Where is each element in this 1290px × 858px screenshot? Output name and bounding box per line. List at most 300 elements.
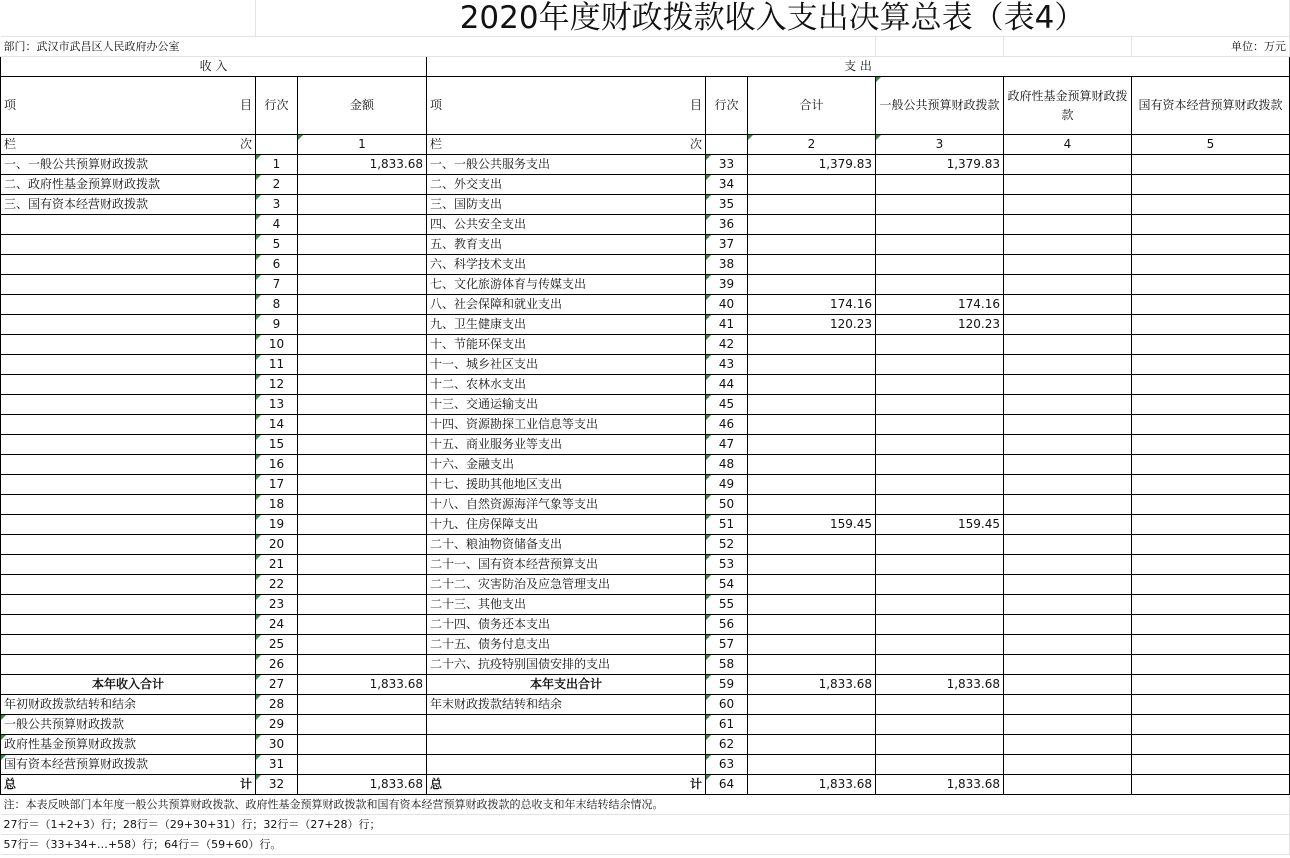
expense-item[interactable]: 二十五、债务付息支出 xyxy=(427,635,706,655)
expense-row-number[interactable]: 49 xyxy=(706,475,748,495)
income-row-number[interactable]: 22 xyxy=(256,575,298,595)
expense-item[interactable]: 十九、住房保障支出 xyxy=(427,515,706,535)
expense-state-capital[interactable] xyxy=(1132,575,1290,595)
expense-grand-total-label[interactable] xyxy=(427,775,706,795)
expense-gov-fund[interactable] xyxy=(1004,335,1132,355)
expense-general-budget[interactable] xyxy=(876,655,1004,675)
expense-total[interactable] xyxy=(748,335,876,355)
expense-item[interactable]: 四、公共安全支出 xyxy=(427,215,706,235)
expense-total[interactable] xyxy=(748,395,876,415)
expense-general-budget[interactable] xyxy=(876,195,1004,215)
expense-row-number[interactable]: 42 xyxy=(706,335,748,355)
expense-row-number[interactable]: 63 xyxy=(706,755,748,775)
expense-gov-fund[interactable] xyxy=(1004,415,1132,435)
expense-item[interactable] xyxy=(427,715,706,735)
income-amount[interactable] xyxy=(298,235,427,255)
expense-item[interactable]: 九、卫生健康支出 xyxy=(427,315,706,335)
expense-general-budget[interactable] xyxy=(876,415,1004,435)
expense-total[interactable] xyxy=(748,235,876,255)
income-item[interactable] xyxy=(1,295,256,315)
expense-gov-fund[interactable] xyxy=(1004,455,1132,475)
income-amount[interactable] xyxy=(298,275,427,295)
expense-gov-fund[interactable] xyxy=(1004,155,1132,175)
expense-state-capital[interactable] xyxy=(1132,155,1290,175)
expense-gov-fund[interactable] xyxy=(1004,435,1132,455)
expense-state-capital[interactable] xyxy=(1132,395,1290,415)
expense-general-budget[interactable] xyxy=(876,435,1004,455)
expense-gov-fund[interactable] xyxy=(1004,315,1132,335)
expense-row-number[interactable]: 34 xyxy=(706,175,748,195)
expense-row-number[interactable]: 39 xyxy=(706,275,748,295)
expense-general-budget[interactable] xyxy=(876,235,1004,255)
income-item[interactable] xyxy=(1,495,256,515)
expense-gov-fund[interactable] xyxy=(1004,195,1132,215)
expense-row-number[interactable]: 64 xyxy=(706,775,748,795)
column-number-4: 4 xyxy=(1004,135,1132,155)
expense-item[interactable]: 二十一、国有资本经营预算支出 xyxy=(427,555,706,575)
income-amount[interactable] xyxy=(298,495,427,515)
expense-state-capital[interactable] xyxy=(1132,715,1290,735)
expense-gov-fund[interactable] xyxy=(1004,295,1132,315)
expense-general-budget[interactable] xyxy=(876,635,1004,655)
income-amount[interactable] xyxy=(298,395,427,415)
expense-general-budget[interactable] xyxy=(876,575,1004,595)
expense-row-number[interactable]: 44 xyxy=(706,375,748,395)
expense-general-budget[interactable] xyxy=(876,375,1004,395)
expense-total[interactable] xyxy=(748,195,876,215)
expense-state-capital[interactable] xyxy=(1132,275,1290,295)
expense-general-budget[interactable]: 1,833.68 xyxy=(876,675,1004,695)
income-row-number[interactable]: 32 xyxy=(256,775,298,795)
income-item[interactable]: 一、一般公共预算财政拨款 xyxy=(1,155,256,175)
expense-gov-fund[interactable] xyxy=(1004,555,1132,575)
expense-item[interactable]: 六、科学技术支出 xyxy=(427,255,706,275)
income-amount[interactable] xyxy=(298,755,427,775)
income-item[interactable]: 一般公共预算财政拨款 xyxy=(1,715,256,735)
expense-row-number[interactable]: 38 xyxy=(706,255,748,275)
expense-row-number[interactable]: 46 xyxy=(706,415,748,435)
expense-state-capital[interactable] xyxy=(1132,495,1290,515)
expense-row-number[interactable]: 55 xyxy=(706,595,748,615)
expense-gov-fund[interactable] xyxy=(1004,495,1132,515)
income-item[interactable] xyxy=(1,255,256,275)
expense-total[interactable]: 1,833.68 xyxy=(748,675,876,695)
income-amount[interactable]: 1,833.68 xyxy=(298,675,427,695)
expense-row-number[interactable]: 54 xyxy=(706,575,748,595)
income-row-number[interactable]: 18 xyxy=(256,495,298,515)
expense-state-capital[interactable] xyxy=(1132,735,1290,755)
expense-state-capital[interactable] xyxy=(1132,455,1290,475)
income-row-number[interactable]: 10 xyxy=(256,335,298,355)
expense-general-budget[interactable] xyxy=(876,395,1004,415)
income-amount[interactable] xyxy=(298,255,427,275)
expense-state-capital[interactable] xyxy=(1132,595,1290,615)
income-row-number[interactable]: 13 xyxy=(256,395,298,415)
income-amount[interactable] xyxy=(298,595,427,615)
expense-general-budget[interactable] xyxy=(876,595,1004,615)
income-item[interactable] xyxy=(1,615,256,635)
expense-item[interactable]: 二十二、灾害防治及应急管理支出 xyxy=(427,575,706,595)
income-item[interactable] xyxy=(1,395,256,415)
expense-row-number[interactable]: 33 xyxy=(706,155,748,175)
expense-item[interactable]: 七、文化旅游体育与传媒支出 xyxy=(427,275,706,295)
income-row-number[interactable]: 7 xyxy=(256,275,298,295)
expense-item[interactable]: 十五、商业服务业等支出 xyxy=(427,435,706,455)
expense-total[interactable] xyxy=(748,275,876,295)
expense-total[interactable] xyxy=(748,495,876,515)
income-amount[interactable] xyxy=(298,415,427,435)
expense-general-budget[interactable] xyxy=(876,735,1004,755)
expense-state-capital[interactable] xyxy=(1132,535,1290,555)
expense-gov-fund[interactable] xyxy=(1004,475,1132,495)
expense-row-number[interactable]: 40 xyxy=(706,295,748,315)
expense-general-budget[interactable] xyxy=(876,495,1004,515)
income-row-number[interactable]: 14 xyxy=(256,415,298,435)
table-row xyxy=(1,495,1290,515)
expense-general-budget[interactable] xyxy=(876,255,1004,275)
expense-gov-fund[interactable] xyxy=(1004,715,1132,735)
expense-row-number[interactable]: 47 xyxy=(706,435,748,455)
note-row xyxy=(1,835,1290,855)
expense-item[interactable]: 二、外交支出 xyxy=(427,175,706,195)
expense-general-budget[interactable] xyxy=(876,615,1004,635)
expense-gov-fund[interactable] xyxy=(1004,695,1132,715)
expense-row-number[interactable]: 36 xyxy=(706,215,748,235)
expense-total[interactable] xyxy=(748,175,876,195)
expense-item[interactable]: 十六、金融支出 xyxy=(427,455,706,475)
expense-state-capital[interactable] xyxy=(1132,695,1290,715)
income-amount[interactable] xyxy=(298,315,427,335)
expense-state-capital[interactable] xyxy=(1132,295,1290,315)
expense-row-number[interactable]: 56 xyxy=(706,615,748,635)
income-item[interactable] xyxy=(1,635,256,655)
expense-state-capital[interactable] xyxy=(1132,335,1290,355)
expense-state-capital[interactable] xyxy=(1132,255,1290,275)
income-row-number[interactable]: 12 xyxy=(256,375,298,395)
expense-total[interactable] xyxy=(748,535,876,555)
expense-total[interactable]: 1,379.83 xyxy=(748,155,876,175)
expense-total[interactable]: 174.16 xyxy=(748,295,876,315)
income-row-number[interactable]: 20 xyxy=(256,535,298,555)
expense-item[interactable]: 五、教育支出 xyxy=(427,235,706,255)
expense-row-number[interactable]: 59 xyxy=(706,675,748,695)
expense-row-number[interactable]: 60 xyxy=(706,695,748,715)
expense-total[interactable] xyxy=(748,255,876,275)
income-amount[interactable] xyxy=(298,435,427,455)
expense-total[interactable] xyxy=(748,635,876,655)
expense-row-number[interactable]: 48 xyxy=(706,455,748,475)
expense-gov-fund[interactable] xyxy=(1004,535,1132,555)
expense-gov-fund[interactable] xyxy=(1004,275,1132,295)
income-amount[interactable]: 1,833.68 xyxy=(298,155,427,175)
expense-item[interactable]: 八、社会保障和就业支出 xyxy=(427,295,706,315)
expense-gov-fund[interactable] xyxy=(1004,635,1132,655)
income-amount[interactable] xyxy=(298,455,427,475)
expense-row-number[interactable]: 53 xyxy=(706,555,748,575)
expense-gov-fund[interactable] xyxy=(1004,395,1132,415)
income-row-number[interactable]: 3 xyxy=(256,195,298,215)
expense-state-capital[interactable] xyxy=(1132,755,1290,775)
expense-total[interactable] xyxy=(748,575,876,595)
expense-total[interactable] xyxy=(748,375,876,395)
income-row-number[interactable]: 16 xyxy=(256,455,298,475)
expense-total[interactable] xyxy=(748,735,876,755)
expense-general-budget[interactable] xyxy=(876,755,1004,775)
expense-general-budget[interactable] xyxy=(876,715,1004,735)
income-row-number[interactable]: 31 xyxy=(256,755,298,775)
expense-general-budget[interactable]: 174.16 xyxy=(876,295,1004,315)
expense-general-budget[interactable] xyxy=(876,475,1004,495)
table-row xyxy=(1,215,1290,235)
income-amount[interactable] xyxy=(298,655,427,675)
expense-item[interactable]: 十七、援助其他地区支出 xyxy=(427,475,706,495)
income-row-number[interactable]: 15 xyxy=(256,435,298,455)
income-row-number[interactable]: 9 xyxy=(256,315,298,335)
expense-general-budget[interactable] xyxy=(876,555,1004,575)
income-amount[interactable] xyxy=(298,535,427,555)
expense-item[interactable]: 年末财政拨款结转和结余 xyxy=(427,695,706,715)
income-item[interactable] xyxy=(1,435,256,455)
expense-item[interactable] xyxy=(427,735,706,755)
income-amount[interactable] xyxy=(298,335,427,355)
expense-gov-fund[interactable] xyxy=(1004,215,1132,235)
income-amount[interactable] xyxy=(298,715,427,735)
expense-item[interactable]: 一、一般公共服务支出 xyxy=(427,155,706,175)
expense-row-number[interactable]: 35 xyxy=(706,195,748,215)
expense-row-number[interactable]: 45 xyxy=(706,395,748,415)
income-item[interactable] xyxy=(1,555,256,575)
income-item[interactable]: 二、政府性基金预算财政拨款 xyxy=(1,175,256,195)
expense-item[interactable]: 十四、资源勘探工业信息等支出 xyxy=(427,415,706,435)
income-row-number[interactable]: 5 xyxy=(256,235,298,255)
expense-state-capital[interactable] xyxy=(1132,615,1290,635)
expense-gov-fund[interactable] xyxy=(1004,735,1132,755)
expense-item[interactable]: 三、国防支出 xyxy=(427,195,706,215)
expense-state-capital[interactable] xyxy=(1132,315,1290,335)
income-item[interactable] xyxy=(1,355,256,375)
income-row-number[interactable]: 24 xyxy=(256,615,298,635)
income-row-number[interactable]: 8 xyxy=(256,295,298,315)
income-item[interactable] xyxy=(1,235,256,255)
expense-total[interactable]: 120.23 xyxy=(748,315,876,335)
income-item[interactable] xyxy=(1,595,256,615)
income-row-number[interactable]: 1 xyxy=(256,155,298,175)
income-item[interactable] xyxy=(1,575,256,595)
expense-item[interactable]: 二十、粮油物资储备支出 xyxy=(427,535,706,555)
expense-gov-fund[interactable] xyxy=(1004,235,1132,255)
expense-general-budget[interactable] xyxy=(876,275,1004,295)
expense-state-capital[interactable] xyxy=(1132,775,1290,795)
income-amount[interactable]: 1,833.68 xyxy=(298,775,427,795)
expense-state-capital[interactable] xyxy=(1132,655,1290,675)
expense-gov-fund[interactable] xyxy=(1004,675,1132,695)
expense-total[interactable] xyxy=(748,455,876,475)
general-budget-header: 一般公共预算财政拨款 xyxy=(876,77,1004,135)
expense-row-number[interactable]: 37 xyxy=(706,235,748,255)
income-header: 收 入 xyxy=(1,57,427,77)
income-row-number[interactable]: 29 xyxy=(256,715,298,735)
income-row-number[interactable]: 23 xyxy=(256,595,298,615)
expense-general-budget[interactable] xyxy=(876,455,1004,475)
expense-state-capital[interactable] xyxy=(1132,175,1290,195)
expense-state-capital[interactable] xyxy=(1132,355,1290,375)
expense-gov-fund[interactable] xyxy=(1004,575,1132,595)
expense-total[interactable] xyxy=(748,715,876,735)
income-row-number[interactable]: 6 xyxy=(256,255,298,275)
table-row xyxy=(1,375,1290,395)
expense-general-budget[interactable] xyxy=(876,175,1004,195)
expense-general-budget[interactable] xyxy=(876,535,1004,555)
expense-gov-fund[interactable] xyxy=(1004,375,1132,395)
income-row-number[interactable]: 21 xyxy=(256,555,298,575)
income-item[interactable]: 年初财政拨款结转和结余 xyxy=(1,695,256,715)
income-row-number[interactable]: 2 xyxy=(256,175,298,195)
expense-state-capital[interactable] xyxy=(1132,435,1290,455)
expense-row-number[interactable]: 43 xyxy=(706,355,748,375)
income-item[interactable]: 三、国有资本经营财政拨款 xyxy=(1,195,256,215)
expense-gov-fund[interactable] xyxy=(1004,355,1132,375)
expense-state-capital[interactable] xyxy=(1132,635,1290,655)
expense-row-number[interactable]: 57 xyxy=(706,635,748,655)
expense-state-capital[interactable] xyxy=(1132,215,1290,235)
income-item[interactable] xyxy=(1,475,256,495)
expense-gov-fund[interactable] xyxy=(1004,595,1132,615)
expense-row-number[interactable]: 62 xyxy=(706,735,748,755)
income-item[interactable]: 政府性基金预算财政拨款 xyxy=(1,735,256,755)
expense-total[interactable] xyxy=(748,355,876,375)
expense-row-number[interactable]: 61 xyxy=(706,715,748,735)
income-item[interactable]: 国有资本经营预算财政拨款 xyxy=(1,755,256,775)
expense-general-budget[interactable]: 159.45 xyxy=(876,515,1004,535)
expense-item[interactable]: 二十三、其他支出 xyxy=(427,595,706,615)
expense-total[interactable] xyxy=(748,655,876,675)
expense-item[interactable] xyxy=(427,755,706,775)
income-amount[interactable] xyxy=(298,215,427,235)
expense-general-budget[interactable] xyxy=(876,335,1004,355)
income-amount[interactable] xyxy=(298,635,427,655)
table-row xyxy=(1,635,1290,655)
income-item[interactable] xyxy=(1,375,256,395)
expense-total[interactable]: 159.45 xyxy=(748,515,876,535)
expense-state-capital[interactable] xyxy=(1132,555,1290,575)
expense-general-budget[interactable]: 120.23 xyxy=(876,315,1004,335)
income-row-number[interactable]: 28 xyxy=(256,695,298,715)
income-amount[interactable] xyxy=(298,575,427,595)
expense-item[interactable]: 二十六、抗疫特别国债安排的支出 xyxy=(427,655,706,675)
table-row xyxy=(1,755,1290,775)
expense-state-capital[interactable] xyxy=(1132,235,1290,255)
income-amount[interactable] xyxy=(298,515,427,535)
income-amount[interactable] xyxy=(298,375,427,395)
expense-gov-fund[interactable] xyxy=(1004,255,1132,275)
income-row-number[interactable]: 4 xyxy=(256,215,298,235)
income-item[interactable] xyxy=(1,315,256,335)
income-row-number[interactable]: 11 xyxy=(256,355,298,375)
label-left: 总 xyxy=(430,777,443,791)
income-item[interactable] xyxy=(1,335,256,355)
expense-total[interactable] xyxy=(748,615,876,635)
expense-gov-fund[interactable] xyxy=(1004,175,1132,195)
expense-item[interactable]: 十八、自然资源海洋气象等支出 xyxy=(427,495,706,515)
expense-total[interactable] xyxy=(748,695,876,715)
income-amount[interactable] xyxy=(298,735,427,755)
income-grand-total-label[interactable] xyxy=(1,775,256,795)
expense-row-number[interactable]: 50 xyxy=(706,495,748,515)
income-amount[interactable] xyxy=(298,295,427,315)
income-item[interactable] xyxy=(1,275,256,295)
income-amount[interactable] xyxy=(298,555,427,575)
expense-item[interactable]: 十三、交通运输支出 xyxy=(427,395,706,415)
expense-state-capital[interactable] xyxy=(1132,515,1290,535)
income-item[interactable] xyxy=(1,655,256,675)
expense-total[interactable] xyxy=(748,435,876,455)
income-item[interactable]: 本年收入合计 xyxy=(1,675,256,695)
income-row-number[interactable]: 19 xyxy=(256,515,298,535)
expense-item[interactable]: 十二、农林水支出 xyxy=(427,375,706,395)
income-row-number[interactable]: 17 xyxy=(256,475,298,495)
expense-total[interactable] xyxy=(748,215,876,235)
income-item[interactable] xyxy=(1,215,256,235)
income-amount[interactable] xyxy=(298,355,427,375)
income-amount[interactable] xyxy=(298,615,427,635)
income-amount[interactable] xyxy=(298,695,427,715)
expense-total[interactable]: 1,833.68 xyxy=(748,775,876,795)
expense-gov-fund[interactable] xyxy=(1004,655,1132,675)
expense-total[interactable] xyxy=(748,415,876,435)
expense-general-budget[interactable] xyxy=(876,695,1004,715)
income-item[interactable] xyxy=(1,415,256,435)
expense-item[interactable]: 本年支出合计 xyxy=(427,675,706,695)
expense-total[interactable] xyxy=(748,555,876,575)
income-amount[interactable] xyxy=(298,475,427,495)
expense-state-capital[interactable] xyxy=(1132,475,1290,495)
expense-gov-fund[interactable] xyxy=(1004,755,1132,775)
income-row-number[interactable]: 30 xyxy=(256,735,298,755)
expense-total[interactable] xyxy=(748,595,876,615)
column-number-1: 1 xyxy=(298,135,427,155)
expense-total[interactable] xyxy=(748,755,876,775)
income-item[interactable] xyxy=(1,535,256,555)
expense-row-number[interactable]: 58 xyxy=(706,655,748,675)
expense-row-number[interactable]: 51 xyxy=(706,515,748,535)
income-amount[interactable] xyxy=(298,195,427,215)
expense-gov-fund[interactable] xyxy=(1004,615,1132,635)
income-row-number[interactable]: 26 xyxy=(256,655,298,675)
expense-state-capital[interactable] xyxy=(1132,375,1290,395)
expense-row-number[interactable]: 41 xyxy=(706,315,748,335)
expense-item[interactable]: 二十四、债务还本支出 xyxy=(427,615,706,635)
income-item[interactable] xyxy=(1,455,256,475)
income-row-number[interactable]: 25 xyxy=(256,635,298,655)
expense-state-capital[interactable] xyxy=(1132,675,1290,695)
income-row-number[interactable]: 27 xyxy=(256,675,298,695)
expense-gov-fund[interactable] xyxy=(1004,775,1132,795)
expense-general-budget[interactable]: 1,833.68 xyxy=(876,775,1004,795)
expense-general-budget[interactable]: 1,379.83 xyxy=(876,155,1004,175)
expense-state-capital[interactable] xyxy=(1132,195,1290,215)
expense-general-budget[interactable] xyxy=(876,215,1004,235)
income-item[interactable] xyxy=(1,515,256,535)
expense-general-budget[interactable] xyxy=(876,355,1004,375)
expense-item[interactable]: 十一、城乡社区支出 xyxy=(427,355,706,375)
expense-row-number[interactable]: 52 xyxy=(706,535,748,555)
expense-item[interactable]: 十、节能环保支出 xyxy=(427,335,706,355)
income-amount[interactable] xyxy=(298,175,427,195)
note-text: 注：本表反映部门本年度一般公共预算财政拨款、政府性基金预算财政拨款和国有资本经营预算财政拨款的总收支和年末结转结余情况。 xyxy=(1,795,1290,815)
expense-gov-fund[interactable] xyxy=(1004,515,1132,535)
expense-state-capital[interactable] xyxy=(1132,415,1290,435)
expense-total[interactable] xyxy=(748,475,876,495)
